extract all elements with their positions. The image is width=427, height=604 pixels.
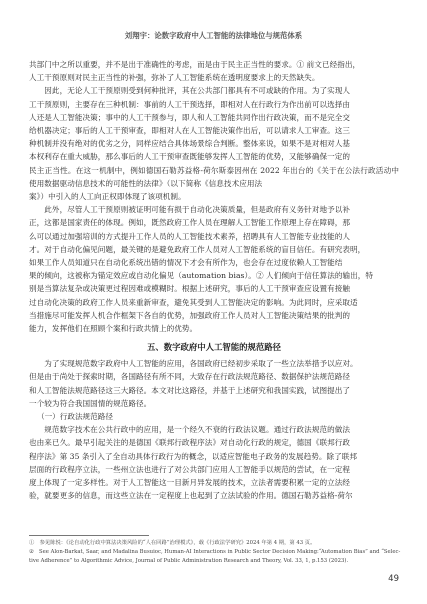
main-text (29, 58, 399, 503)
footnotes (29, 539, 401, 566)
subsection-paragraph: 规范数字技术在公共行政中的应用，是一个经久不衰的行政法议题。通过行政法规范的做法 也由来已久。最早引起关注的是德国《联邦行政程序法》对自动化行政的规定，德国《联邦行政 程序法》第 35 条引入了全自动具体行政行为的概念，以适应智能电子政务的发展趋势。除了联邦 层面的行政程序立法，一些州立法也进行了对公共部门应用人工智能手以规范的尝试，在一定程 度上体现了一定多样性。对于人工智能这一目新月异发展的技术，立法者需要积累一定的立法经 验，就要更多的信息，而这些立法在一定程度上也起到了立法试验的作用。德国石勒苏益格-荷尔 (29, 425, 358, 501)
running-header: 刘翔宇：论数字政府中人工智能的法律地位与规范体系 (124, 31, 303, 40)
paragraph: 因此，无论人工干预原则受到何种批评，其在公共部门都具有不可或缺的作用。为了实现人 工干预原则，主要存在三种机制：事前的人工干预选择，即相对人在行政行为作出前可以选择由 人还是人工智能决策；事中的人工干预参与，即人和人工智能共同作出行政决策，而不是完全交 给机器决定；事后的人工干预审查，即相对人在人工智能决策作出后，可以请求人工审查。这三 种机制并没有绝对的优劣之分，同样应结合具体场景综合判断。整体来说，如果不是对相对人基 本权利存在重大威胁，那么事后的人工干预审查既能够发挥人工智能的优势，又能够确保一定的 民主正当性。在这一机制中，例如德国石勒苏益格-荷尔斯泰因州在 2022 年出台的《关于在公法行政活动中使用数据驱动信息技术的可能性的法律》（以下简称《信息技术应用法 案》）中引入的人工向正权即体现了该项机制。 (29, 86, 399, 202)
footnote-divider (29, 535, 149, 536)
paragraph: 共部门中之所以重要，并不是出于准确性的考虑，而是由于民主正当性的要求。① 前文已经指出， 人工干预原则对民主正当性的补强，弥补了人工智能系统在透明度要求上的天然缺失。 (29, 60, 361, 83)
paragraph: 此外，尽管人工干预原则被证明可能有损于自动化决策质量，但是政府有义务针对地予以补 正，这都是国家责任的体现。例如，既然政府工作人员在理解人工智能工作原理上存在障碍，那 么可以通过加强培训的方式提升工作人员的人工智能技术素养，招聘具有人工智能专业技能的人 才。对于自动化偏见问题，最关键的是避免政府工作人员对人工智能系统的盲目信任。有研究表明， 如果工作人员知道只在自动化系统出错的情况下才会有所作为，也会存在过度依赖人工智能结 果的倾向，这被称为锚定效应或自动化偏见（automation bias）。② 人们倾向于信任算法的输出，特 别是当算法复杂或决策更过程因难或模糊时。根据上述研究，事后的人工干预审查应设置有接触 过自动化决策的政府工作人员来重新审查，避免其受到人工智能决定的影响。为此同时，应采取适 当措施尽可能发挥人机合作框架下各自的优势，加强政府工作人员对人工智能决策结果的批判的 能力，发挥他们在照顾个案和行政共情上的优势。 (29, 205, 374, 334)
footnote: ② See Alon-Barkat, Saar, and Madalina Busuioc, Human-AI Interactions in Public Sector Decision Making:“Automation Bias” and “Selec- tive Adherence” to Algorithmic Advice, Journal of Public Administration Research and Theory, Vol. 33, 1, p.153 (2023). (29, 549, 401, 564)
footnote: ① 参见陈悦：《论自动化行政中算法决策风险的“人在回路”治理模式》，载《行政法学研究》2024 年第 4 期，第 43 页。 (29, 540, 316, 546)
page-number: 49 (388, 574, 399, 584)
section-intro-paragraph: 为了实现规范数字政府中人工智能的应用，各国政府已经初步采取了一些立法举措予以应对。 但是由于尚处于探索时期，各国路径有所不同，大致存在行政法规范路径、数据保护法规范路径 和人工智能法规范路径这三大路径。本文对比这路径，并基于上述研究和我国实践，试图提出了 一个较为符合我国国情的规范路径。 (29, 359, 358, 408)
section-heading: 五、数字政府中人工智能的规范路径 (147, 342, 281, 353)
subsection-heading: （一）行政法规范路径 (37, 412, 113, 422)
